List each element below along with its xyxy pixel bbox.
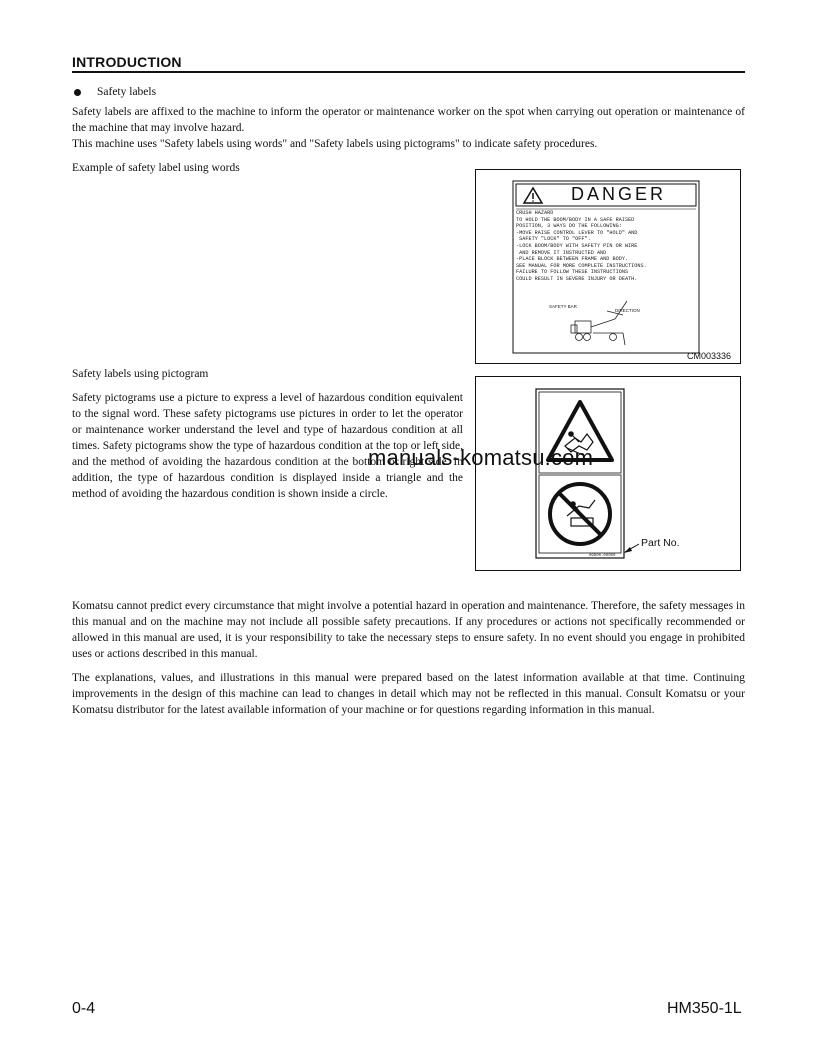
pictogram-code: 09800-00000 — [589, 554, 616, 558]
closing-paragraph-1: Komatsu cannot predict every circumstance that might involve a potential hazard in operation and maintenance. Therefore, the safety messages in this manual and on the machine may not include all possible safety precautions. If any procedures or actions not specifically recommended or allowed in this manual are used, it is your responsibility to take the necessary steps to ensure safety. In no event should you engage in prohibited uses or actions described in this manual. — [72, 600, 745, 660]
closing-paragraph-2: The explanations, values, and illustrations in this manual were prepared based on the latest information available at that time. Continuing improvements in the design of this machine can lead to changes in detail which may not be reflected in this manual. Consult Komatsu or your Komatsu distributor for the latest available information of your machine or for questions regarding information in this manual. — [72, 672, 745, 716]
danger-signal-word: DANGER — [571, 184, 667, 204]
model-name: HM350-1L — [667, 1000, 742, 1017]
danger-label-line: POSITION, 3 WAYS DO THE FOLLOWING: — [516, 223, 622, 230]
pictogram-illustration — [475, 376, 739, 569]
danger-label-line: FAILURE TO FOLLOW THESE INSTRUCTIONS — [516, 269, 629, 276]
header-rule — [72, 71, 745, 73]
danger-label-code: CM003336 — [687, 351, 732, 361]
danger-label-line: -MOVE RAISE CONTROL LEVER TO "HOLD" AND — [516, 229, 638, 236]
pictogram-paragraph: Safety pictograms use a picture to express a level of hazardous condition equivalent to the signal word. These safety pictograms use pictures in order to let the operator or maintenance worker understand the level and type of hazardous condition at all times. Safety pictograms show the type of hazardous condition at the top or left side, and the method of avoiding the hazardous condition at the bottom or right side. In addition, the type of hazardous condition is displayed inside a triangle and the method of avoiding the hazardous condition is shown inside a circle. — [72, 392, 463, 500]
part-no-label: Part No. — [641, 537, 680, 549]
danger-label-line: COULD RESULT IN SEVERE INJURY OR DEATH. — [516, 275, 638, 282]
danger-label-line: TO HOLD THE BOOM/BODY IN A SAFE RAISED — [516, 216, 635, 223]
bullet-safety-labels — [72, 86, 156, 98]
page-number: 0-4 — [72, 1000, 96, 1017]
header-title: INTRODUCTION — [72, 54, 182, 70]
danger-label-line: CRUSH HAZARD — [516, 210, 554, 216]
tag-right-text: DIRECTION — [615, 308, 640, 313]
intro-paragraph-2: This machine uses "Safety labels using words" and "Safety labels using pictograms" to indicate safety procedures. — [72, 138, 598, 150]
danger-label-text — [516, 210, 696, 283]
words-example-caption: Example of safety label using words — [72, 162, 240, 174]
danger-label-line: -LOCK BOOM/BODY WITH SAFETY PIN OR WIRE — [516, 242, 638, 249]
danger-label-line: SEE MANUAL FOR MORE COMPLETE INSTRUCTIONS. — [516, 262, 647, 269]
danger-label-line: -PLACE BLOCK BETWEEN FRAME AND BODY. — [516, 256, 629, 263]
danger-label-line: SAFETY "LOCK" TO "OFF". — [516, 236, 591, 243]
watermark-text: manuals-komatsu.com — [368, 445, 594, 470]
intro-paragraph-1: Safety labels are affixed to the machine to inform the operator or maintenance worker on the spot when carrying out operation or maintenance of the machine that may involve hazard. — [72, 106, 745, 134]
danger-label-line: AND REMOVE IT INSTRUCTED AND — [516, 249, 607, 256]
pictogram-caption: Safety labels using pictogram — [72, 368, 209, 380]
bullet-label: Safety labels — [97, 86, 157, 98]
bullet-dot-icon — [74, 89, 81, 96]
tag-left-text: SAFETY BAR — [549, 304, 577, 309]
